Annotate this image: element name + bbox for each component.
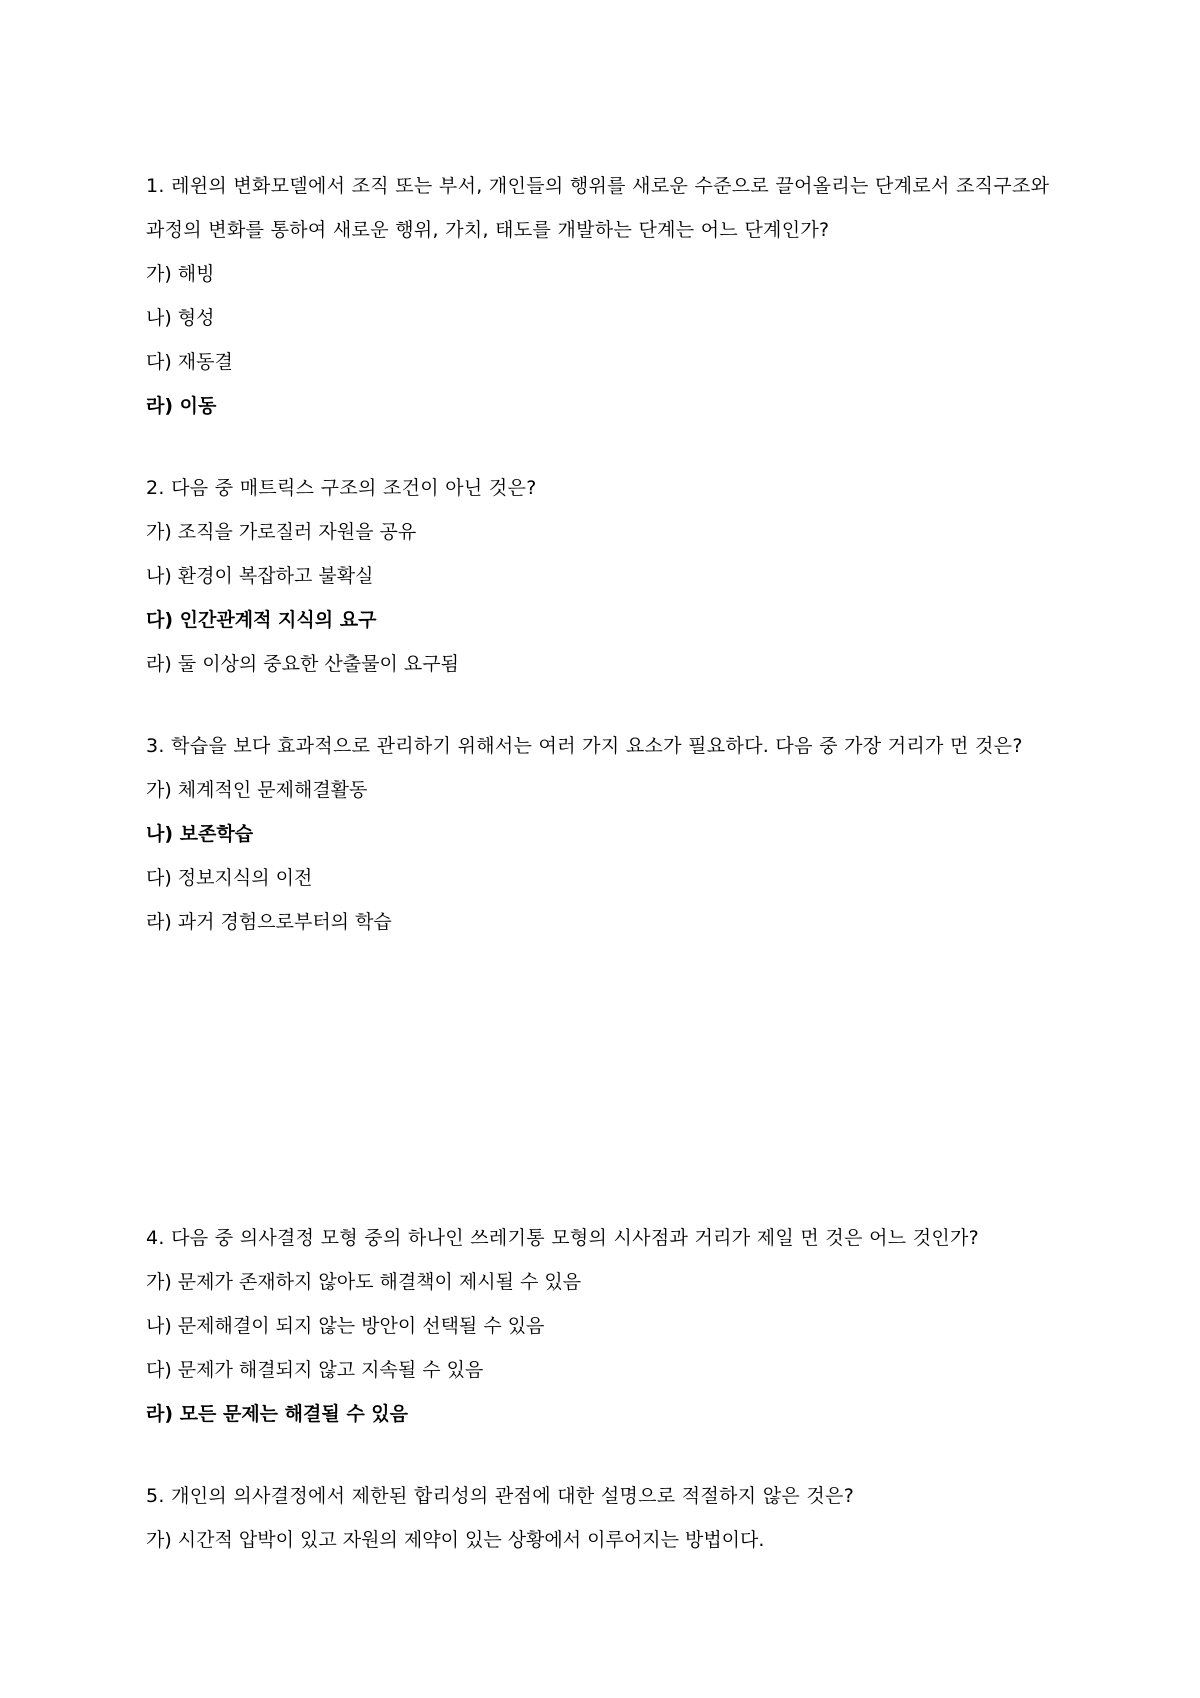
option-b-answer: 나) 보존학습: [146, 823, 254, 845]
option-d-answer: 라) 모든 문제는 해결될 수 있음: [146, 1403, 409, 1425]
question-4: [146, 1216, 1066, 1436]
option-a: 가) 문제가 존재하지 않아도 해결책이 제시될 수 있음: [146, 1271, 582, 1293]
option-a: 가) 조직을 가로질러 자원을 공유: [146, 521, 417, 543]
question-text: 2. 다음 중 매트릭스 구조의 조건이 아닌 것은?: [146, 477, 537, 499]
question-1: [146, 164, 1066, 428]
question-5: [146, 1474, 1066, 1562]
question-text: 3. 학습을 보다 효과적으로 관리하기 위해서는 여러 가지 요소가 필요하다. 다음 중 가장 거리가 먼 것은?: [146, 735, 1023, 757]
option-d-answer: 라) 이동: [146, 395, 217, 417]
question-text: 4. 다음 중 의사결정 모형 중의 하나인 쓰레기통 모형의 시사점과 거리가 제일 먼 것은 어느 것인가?: [146, 1227, 980, 1249]
option-d: 라) 둘 이상의 중요한 산출물이 요구됨: [146, 653, 459, 675]
option-a: 가) 해빙: [146, 263, 215, 285]
option-c: 다) 정보지식의 이전: [146, 867, 313, 889]
option-b: 나) 형성: [146, 307, 215, 329]
option-a: 가) 시간적 압박이 있고 자원의 제약이 있는 상황에서 이루어지는 방법이다.: [146, 1529, 765, 1551]
question-text: 1. 레윈의 변화모델에서 조직 또는 부서, 개인들의 행위를 새로운 수준으로 끌어올리는 단계로서 조직구조와 과정의 변화를 통하여 새로운 행위, 가치, 태도를 개발하는 단계는 어느 단계인가?: [146, 175, 1050, 241]
option-b: 나) 문제해결이 되지 않는 방안이 선택될 수 있음: [146, 1315, 545, 1337]
question-3: [146, 724, 1066, 944]
option-d: 라) 과거 경험으로부터의 학습: [146, 911, 392, 933]
option-c-answer: 다) 인간관계적 지식의 요구: [146, 609, 377, 631]
question-text: 5. 개인의 의사결정에서 제한된 합리성의 관점에 대한 설명으로 적절하지 않은 것은?: [146, 1485, 855, 1507]
option-b: 나) 환경이 복잡하고 불확실: [146, 565, 374, 587]
option-c: 다) 문제가 해결되지 않고 지속될 수 있음: [146, 1359, 484, 1381]
option-c: 다) 재동결: [146, 351, 233, 373]
question-2: [146, 466, 1066, 686]
option-a: 가) 체계적인 문제해결활동: [146, 779, 368, 801]
